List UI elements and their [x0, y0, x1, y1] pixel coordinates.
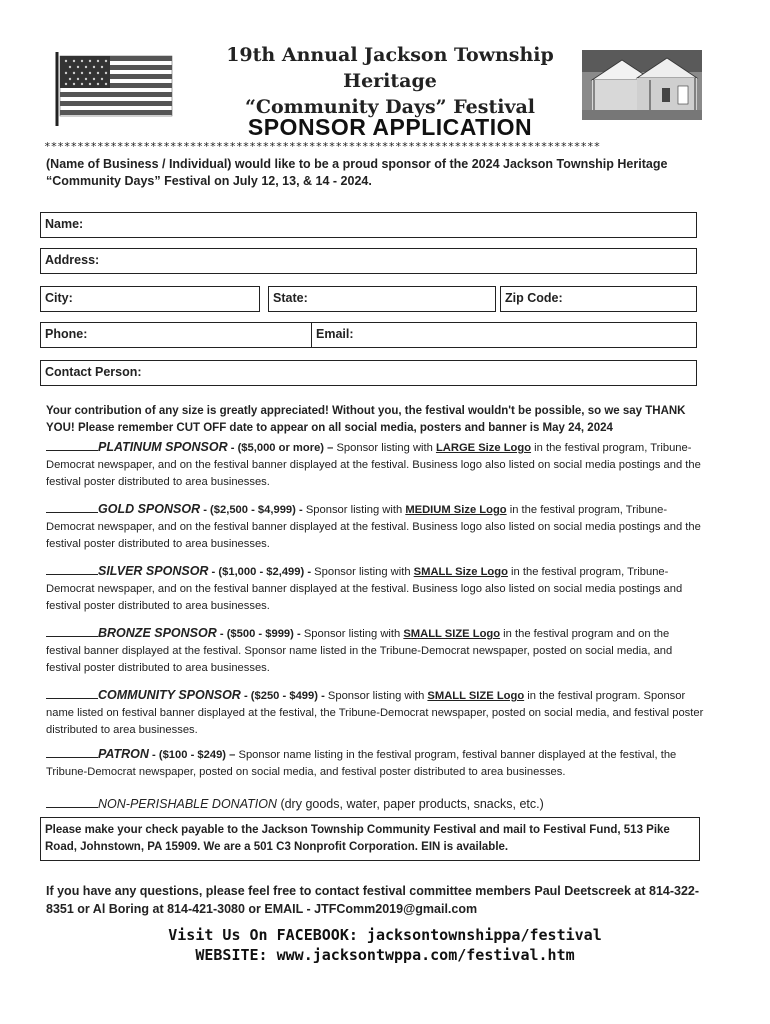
silver-range: - ($1,000 - $2,499) - [208, 566, 315, 578]
community-range: - ($250 - $499) - [240, 690, 328, 702]
community-description: in the festival program. Sponsor name listed on festival banner displayed at the festival, the Tribune-Democrat newspaper, posted on social media, and festival poster distributed to area businesses. [46, 690, 704, 736]
silver-blank-line[interactable] [46, 562, 98, 575]
bronze-level-name: BRONZE SPONSOR [98, 626, 217, 640]
phone-field[interactable] [40, 322, 312, 348]
state-label: State: [273, 291, 308, 305]
silver-logo-size: SMALL Size Logo [413, 566, 508, 578]
gold-logo-size: MEDIUM Size Logo [405, 504, 507, 516]
email-label: Email: [316, 327, 354, 341]
intro-text: (Name of Business / Individual) would like to be a proud sponsor of the 2024 Jackson Township Heritage “Community Days” Festival on July 12, 13, & 14 - 2024. [46, 157, 668, 188]
email-field[interactable] [312, 322, 697, 348]
title-line-2: “Community Days” Festival [244, 96, 536, 118]
platinum-pre: Sponsor listing with [336, 442, 436, 454]
platinum-logo-size: LARGE Size Logo [435, 442, 532, 454]
silver-level-name: SILVER SPONSOR [98, 564, 209, 578]
address-label: Address: [45, 253, 100, 267]
appeal-text: Your contribution of any size is greatly appreciated! Without you, the festival wouldn't be possible, so we say THANK YOU! Please remember CUT OFF date to appear on all social media, posters and banner is May 24, 2024 [46, 405, 686, 434]
title-line-1: 19th Annual Jackson Township Heritage [226, 44, 554, 92]
community-blank-line[interactable] [46, 686, 98, 699]
city-field[interactable] [40, 286, 260, 312]
gold-blank-line[interactable] [46, 500, 98, 513]
contact-questions-text: If you have any questions, please feel free to contact festival committee members Paul Deetscreek at 814-322-8351 or Al Boring at 814-421-3080 or EMAIL - JTFComm2019@gmail.com [46, 884, 700, 916]
star-divider: ************************************************************************************ [44, 140, 601, 153]
patron-level-name: PATRON [98, 747, 149, 761]
platinum-level-name: PLATINUM SPONSOR [98, 440, 228, 454]
community-pre: Sponsor listing with [327, 690, 428, 702]
social-links [100, 925, 670, 965]
zip-code-label: Zip Code: [505, 291, 563, 305]
page-heading: SPONSOR APPLICATION [247, 114, 533, 140]
silver-sponsor-option [46, 562, 706, 615]
bronze-pre: Sponsor listing with [303, 628, 404, 640]
community-sponsor-option [46, 686, 706, 739]
patron-sponsor-option [46, 745, 706, 781]
zip-code-field[interactable] [500, 286, 697, 312]
city-label: City: [45, 291, 73, 305]
patron-blank-line[interactable] [46, 745, 98, 758]
state-field[interactable] [268, 286, 496, 312]
gold-sponsor-option [46, 500, 706, 553]
platinum-description: in the festival program, Tribune-Democrat newspaper, and on the festival banner displayed at the festival. Business logo also listed on social media postings and the festival poster distributed to area businesses. [46, 442, 701, 488]
facebook-link[interactable]: Visit Us On FACEBOOK: jacksontownshippa/festival [168, 926, 602, 944]
gold-pre: Sponsor listing with [305, 504, 406, 516]
contact-person-field[interactable] [40, 360, 697, 386]
silver-description: in the festival program, Tribune-Democrat newspaper, and on the festival banner displayed at the festival. Business logo also listed on social media postings and festival poster distributed to area businesses. [46, 566, 683, 612]
contact-person-label: Contact Person: [45, 365, 142, 379]
gold-range: - ($2,500 - $4,999) - [200, 504, 306, 516]
bronze-description: in the festival program and on the festival banner displayed at the festival. Sponsor name listed in the Tribune-Democrat newspaper, posted on social media, and festival poster distributed to area businesses. [46, 628, 673, 674]
festival-title [200, 42, 580, 120]
website-link[interactable]: WEBSITE: www.jacksontwppa.com/festival.htm [195, 946, 575, 964]
donation-description: (dry goods, water, paper products, snacks, etc.) [276, 797, 544, 811]
silver-pre: Sponsor listing with [314, 566, 414, 578]
bronze-logo-size: SMALL SIZE Logo [403, 628, 501, 640]
community-logo-size: SMALL SIZE Logo [427, 690, 525, 702]
address-field[interactable] [40, 248, 697, 274]
bronze-range: - ($500 - $999) - [216, 628, 304, 640]
gold-description: in the festival program, Tribune-Democrat newspaper, and on the festival banner displayed at the festival. Business logo also listed on social media postings and the festival poster distributed to area businesses. [46, 504, 701, 550]
name-label: Name: [45, 217, 84, 231]
check-payment-note: Please make your check payable to the Jackson Township Community Festival and mail to Festival Fund, 513 Pike Road, Johnstown, PA 15909. We are a 501 C3 Nonprofit Corporation. EIN is available. [40, 817, 700, 861]
phone-label: Phone: [45, 327, 88, 341]
platinum-range: - ($5,000 or more) – [227, 442, 337, 454]
bronze-blank-line[interactable] [46, 624, 98, 637]
patron-description: Sponsor name listing in the festival program, festival banner displayed at the festival, the Tribune-Democrat newspaper, posted on social media, and festival poster distributed to area businesses. [46, 749, 677, 778]
bronze-sponsor-option [46, 624, 706, 677]
donation-option [46, 795, 706, 813]
gold-level-name: GOLD SPONSOR [98, 502, 201, 516]
festival-tent-photo [582, 50, 702, 120]
platinum-sponsor-option [46, 438, 706, 491]
donation-name: NON-PERISHABLE DONATION [98, 797, 277, 811]
name-field[interactable] [40, 212, 697, 238]
donation-blank-line[interactable] [46, 795, 98, 808]
patron-range: - ($100 - $249) – [148, 749, 239, 761]
american-flag-icon [54, 52, 176, 126]
community-level-name: COMMUNITY SPONSOR [98, 688, 241, 702]
platinum-blank-line[interactable] [46, 438, 98, 451]
